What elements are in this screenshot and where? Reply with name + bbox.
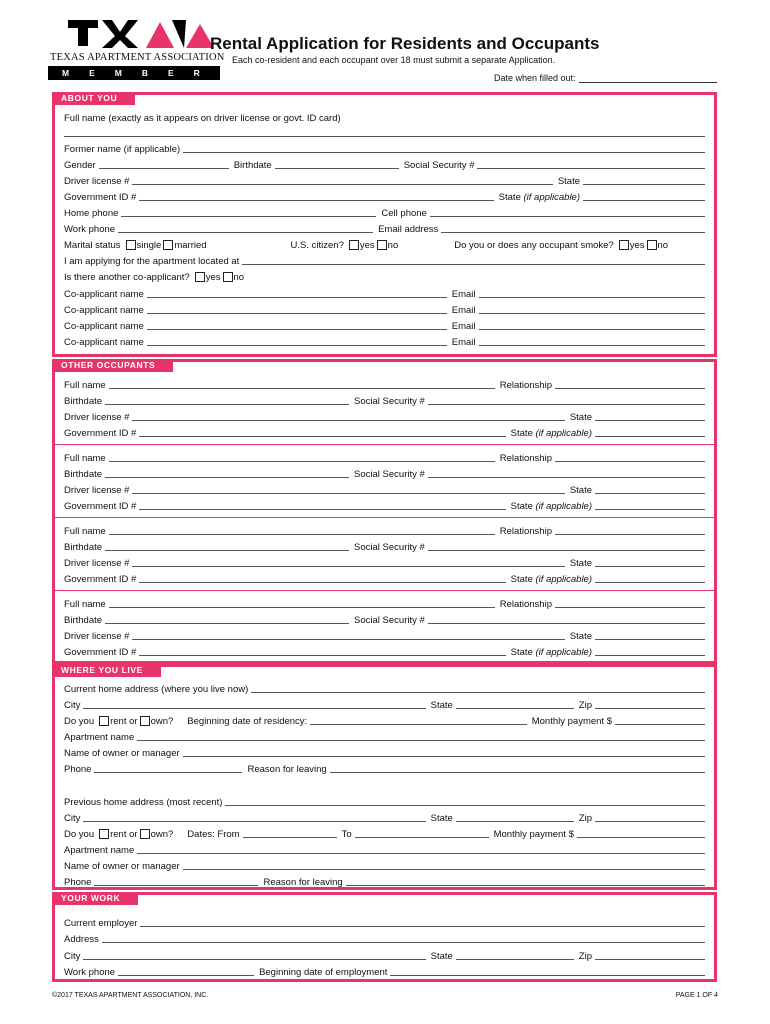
section-your-work — [52, 892, 717, 982]
dl-state-field[interactable] — [583, 183, 705, 185]
row-coapp — [64, 287, 705, 300]
home-phone-label: Home phone — [64, 208, 119, 219]
date-filled-line[interactable] — [579, 73, 717, 83]
occupant-dl-state-field[interactable] — [595, 419, 705, 421]
occupant-birthdate-field[interactable] — [105, 549, 349, 551]
work-address-label: Address — [64, 934, 99, 945]
occupant-birthdate-field[interactable] — [105, 622, 349, 624]
occupant-name-field[interactable] — [109, 606, 495, 608]
coapp-name-field[interactable] — [147, 344, 447, 346]
occupant-birthdate-field[interactable] — [105, 476, 349, 478]
driver-license-field[interactable] — [132, 183, 552, 185]
occupant-birthdate-label: Birthdate — [64, 615, 103, 626]
employer-field[interactable] — [140, 925, 705, 927]
cell-phone-field[interactable] — [430, 215, 705, 217]
page-title: Rental Application for Residents and Occupants — [210, 34, 600, 53]
occupant-dl-field[interactable] — [132, 419, 564, 421]
occupant-dl-row — [64, 410, 705, 423]
previous-address-label: Previous home address (most recent) — [64, 797, 223, 808]
coapp-yes-checkbox[interactable] — [195, 272, 205, 282]
occupant-name-label: Full name — [64, 380, 106, 391]
current-address-field[interactable] — [251, 691, 705, 693]
occupant-gov-state-label: State (if applicable) — [510, 647, 592, 658]
row-work-city — [64, 949, 705, 962]
owner-label: Name of owner or manager — [64, 748, 180, 759]
row-marital — [64, 238, 705, 251]
previous-apt-name-field[interactable] — [137, 852, 705, 854]
single-checkbox[interactable] — [126, 240, 136, 250]
dates-from-field[interactable] — [243, 836, 337, 838]
zip-label: Zip — [578, 813, 592, 824]
occupant-name-row — [64, 597, 705, 610]
applying-label: I am applying for the apartment located at — [64, 256, 240, 267]
ssn-label: Social Security # — [403, 160, 475, 171]
section-heading: WHERE YOU LIVE — [52, 664, 161, 677]
current-apt-name-field[interactable] — [137, 739, 705, 741]
occupant-ssn-label: Social Security # — [354, 615, 425, 626]
current-own-option[interactable]: own? — [138, 716, 174, 727]
occupant-ssn-label: Social Security # — [354, 469, 425, 480]
relationship-field[interactable] — [555, 606, 705, 608]
full-name-field[interactable] — [64, 135, 705, 137]
zip-label: Zip — [578, 700, 592, 711]
occupant-birthdate-field[interactable] — [105, 403, 349, 405]
occupant-gov-state-field[interactable] — [595, 508, 705, 510]
occupant-gov-state-field[interactable] — [595, 581, 705, 583]
gov-id-label: Government ID # — [64, 192, 137, 203]
occupant-dl-label: Driver license # — [64, 485, 130, 496]
footer-copyright: ©2017 TEXAS APARTMENT ASSOCIATION, INC. — [52, 992, 209, 999]
relationship-field[interactable] — [555, 460, 705, 462]
occupant-dl-label: Driver license # — [64, 412, 130, 423]
coapp-name-field[interactable] — [147, 296, 447, 298]
applying-field[interactable] — [242, 263, 705, 265]
page-subtitle: Each co-resident and each occupant over 18 must submit a separate Application. — [232, 55, 556, 65]
row-previous-city — [64, 811, 705, 824]
current-city-field[interactable] — [83, 707, 425, 709]
section-heading: ABOUT YOU — [52, 92, 135, 105]
occupant-name-field[interactable] — [109, 533, 495, 535]
citizen-no-option[interactable]: no — [375, 240, 399, 251]
own-checkbox[interactable] — [140, 716, 150, 726]
row-current-owner — [64, 746, 705, 759]
footer-page-number: PAGE 1 OF 4 — [675, 992, 718, 999]
occupant-dl-field[interactable] — [132, 638, 564, 640]
current-rent-option[interactable]: rent or — [97, 716, 137, 727]
occupant-govid-row — [64, 572, 705, 585]
occupant-name-field[interactable] — [109, 460, 495, 462]
previous-own-option[interactable]: own? — [138, 829, 174, 840]
gov-id-field[interactable] — [139, 199, 493, 201]
row-former-name — [64, 142, 705, 155]
smoke-yes-checkbox[interactable] — [619, 240, 629, 250]
row-full-name-line — [64, 126, 705, 139]
occupant-govid-label: Government ID # — [64, 501, 137, 512]
previous-rent-option[interactable]: rent or — [97, 829, 137, 840]
begin-date-label: Beginning date of residency: — [187, 716, 308, 727]
married-checkbox[interactable] — [163, 240, 173, 250]
coapp-yes-option[interactable]: yes — [193, 272, 221, 283]
logo-association-text: TEXAS APARTMENT ASSOCIATION — [50, 52, 225, 63]
occupant-dl-row — [64, 483, 705, 496]
coapp-name-label: Co-applicant name — [64, 305, 144, 316]
owner-label: Name of owner or manager — [64, 861, 180, 872]
reason-label: Reason for leaving — [263, 877, 343, 888]
occupant-ssn-label: Social Security # — [354, 396, 425, 407]
reason-label: Reason for leaving — [247, 764, 327, 775]
current-state-field[interactable] — [456, 707, 574, 709]
occupant-dl-field[interactable] — [132, 565, 564, 567]
smoke-no-option[interactable]: no — [645, 240, 669, 251]
work-zip-label: Zip — [578, 951, 592, 962]
row-applying — [64, 254, 705, 267]
occupant-gov-state-label: State (if applicable) — [510, 428, 592, 439]
former-name-field[interactable] — [183, 151, 705, 153]
row-work-address — [64, 932, 705, 945]
row-current-address — [64, 682, 705, 695]
relationship-label: Relationship — [499, 453, 552, 464]
previous-state-field[interactable] — [456, 820, 574, 822]
coapp-email-field[interactable] — [479, 296, 705, 298]
coapp-name-label: Co-applicant name — [64, 321, 144, 332]
smoke-label: Do you or does any occupant smoke? — [454, 240, 614, 251]
work-zip-field[interactable] — [595, 958, 705, 960]
work-phone-field[interactable] — [118, 974, 254, 976]
occupant-birthdate-label: Birthdate — [64, 542, 103, 553]
occupant-state-label: State — [569, 558, 592, 569]
coapp-name-label: Co-applicant name — [64, 337, 144, 348]
occupant-state-label: State — [569, 631, 592, 642]
rent-checkbox[interactable] — [99, 829, 109, 839]
coapp-email-field[interactable] — [479, 328, 705, 330]
work-city-label: City — [64, 951, 81, 962]
employer-label: Current employer — [64, 918, 138, 929]
row-coapp — [64, 303, 705, 316]
city-label: City — [64, 700, 81, 711]
relationship-label: Relationship — [499, 526, 552, 537]
full-name-label: Full name (exactly as it appears on driver license or govt. ID card) — [64, 113, 341, 124]
row-gov-id — [64, 190, 705, 203]
taa-logo — [48, 18, 225, 80]
occupant-birthdate-row — [64, 467, 705, 480]
occupant-birthdate-row — [64, 613, 705, 626]
row-previous-tenure — [64, 827, 705, 840]
occupant-dl-row — [64, 556, 705, 569]
birthdate-label: Birthdate — [233, 160, 272, 171]
occupant-birthdate-label: Birthdate — [64, 469, 103, 480]
row-previous-apt — [64, 843, 705, 856]
dates-from-label: Dates: From — [187, 829, 240, 840]
occupant-birthdate-row — [64, 394, 705, 407]
occupant-gov-state-field[interactable] — [595, 435, 705, 437]
work-address-field[interactable] — [102, 941, 705, 943]
current-monthly-payment-field[interactable] — [615, 723, 705, 725]
row-work-phone — [64, 222, 705, 235]
city-label: City — [64, 813, 81, 824]
coapp-no-option[interactable]: no — [221, 272, 245, 283]
citizen-label: U.S. citizen? — [290, 240, 344, 251]
previous-owner-field[interactable] — [183, 868, 705, 870]
occupant-name-row — [64, 524, 705, 537]
taa-logo-mark-icon — [68, 18, 218, 50]
occupant-govid-field[interactable] — [139, 435, 505, 437]
ssn-field[interactable] — [477, 167, 705, 169]
occupant-govid-field[interactable] — [139, 508, 505, 510]
coapp-no-checkbox[interactable] — [223, 272, 233, 282]
previous-city-field[interactable] — [83, 820, 425, 822]
gender-field[interactable] — [99, 167, 229, 169]
do-you-label: Do you — [64, 829, 95, 840]
occupant-birthdate-row — [64, 540, 705, 553]
section-about-you — [52, 92, 717, 357]
row-employer — [64, 916, 705, 929]
former-name-label: Former name (if applicable) — [64, 144, 181, 155]
apt-name-label: Apartment name — [64, 732, 135, 743]
occupant-govid-field[interactable] — [139, 581, 505, 583]
row-previous-address — [64, 795, 705, 808]
row-gender — [64, 158, 705, 171]
occupant-govid-row — [64, 499, 705, 512]
coapp-question-label: Is there another co-applicant? — [64, 272, 190, 283]
occupant-gov-state-label: State (if applicable) — [510, 501, 592, 512]
phone-label: Phone — [64, 877, 92, 888]
work-city-field[interactable] — [83, 958, 425, 960]
previous-address-field[interactable] — [225, 804, 705, 806]
coapp-email-label: Email — [451, 289, 476, 300]
previous-reason-field[interactable] — [346, 884, 705, 886]
occupant-gov-state-field[interactable] — [595, 654, 705, 656]
section-heading: OTHER OCCUPANTS — [52, 359, 173, 372]
occupant-name-row — [64, 378, 705, 391]
citizen-no-checkbox[interactable] — [377, 240, 387, 250]
section-where-you-live — [52, 664, 717, 890]
gender-label: Gender — [64, 160, 96, 171]
current-address-label: Current home address (where you live now) — [64, 684, 249, 695]
work-phone-label: Work phone — [64, 967, 116, 978]
state-label: State — [430, 813, 453, 824]
coapp-email-label: Email — [451, 337, 476, 348]
section-heading: YOUR WORK — [52, 892, 138, 905]
coapp-email-label: Email — [451, 305, 476, 316]
coapp-name-field[interactable] — [147, 312, 447, 314]
row-driver-license — [64, 174, 705, 187]
cell-phone-label: Cell phone — [381, 208, 427, 219]
section-other-occupants — [52, 359, 717, 664]
occupant-ssn-field[interactable] — [428, 476, 705, 478]
occupant-state-label: State — [569, 412, 592, 423]
occupant-ssn-field[interactable] — [428, 622, 705, 624]
smoke-no-checkbox[interactable] — [647, 240, 657, 250]
gov-state-label: State (if applicable) — [498, 192, 580, 203]
smoke-yes-option[interactable]: yes — [617, 240, 645, 251]
state-label: State — [557, 176, 580, 187]
rent-checkbox[interactable] — [99, 716, 109, 726]
relationship-label: Relationship — [499, 599, 552, 610]
citizen-yes-option[interactable]: yes — [347, 240, 375, 251]
row-previous-phone — [64, 875, 705, 888]
row-coapp — [64, 319, 705, 332]
relationship-label: Relationship — [499, 380, 552, 391]
occupant-name-field[interactable] — [109, 387, 495, 389]
occupant-ssn-field[interactable] — [428, 403, 705, 405]
marital-label: Marital status — [64, 240, 121, 251]
row-previous-owner — [64, 859, 705, 872]
state-label: State — [430, 700, 453, 711]
current-reason-field[interactable] — [330, 771, 705, 773]
coapp-email-field[interactable] — [479, 312, 705, 314]
occupant-dl-state-field[interactable] — [595, 492, 705, 494]
date-filled-label: Date when filled out: — [494, 73, 576, 83]
dates-to-field[interactable] — [355, 836, 489, 838]
row-coapp — [64, 335, 705, 348]
work-phone-field[interactable] — [118, 231, 373, 233]
occupant-name-row — [64, 451, 705, 464]
row-coapp-question — [64, 270, 705, 283]
occupant-govid-label: Government ID # — [64, 647, 137, 658]
row-current-apt — [64, 730, 705, 743]
occupant-name-label: Full name — [64, 599, 106, 610]
monthly-payment-label: Monthly payment $ — [531, 716, 612, 727]
previous-phone-field[interactable] — [94, 884, 258, 886]
occupant-name-label: Full name — [64, 526, 106, 537]
home-phone-field[interactable] — [121, 215, 376, 217]
monthly-payment-label: Monthly payment $ — [493, 829, 574, 840]
occupant-dl-field[interactable] — [132, 492, 564, 494]
row-full-name — [64, 111, 705, 124]
coapp-email-label: Email — [451, 321, 476, 332]
relationship-field[interactable] — [555, 387, 705, 389]
logo-member-bar: MEMBER — [48, 66, 220, 80]
relationship-field[interactable] — [555, 533, 705, 535]
previous-zip-field[interactable] — [595, 820, 705, 822]
occupant-dl-label: Driver license # — [64, 558, 130, 569]
coapp-email-field[interactable] — [479, 344, 705, 346]
gov-state-field[interactable] — [583, 199, 705, 201]
occupant-govid-label: Government ID # — [64, 428, 137, 439]
row-work-phone — [64, 965, 705, 978]
employment-begin-field[interactable] — [390, 974, 705, 976]
birthdate-field[interactable] — [275, 167, 399, 169]
occupant-state-label: State — [569, 485, 592, 496]
do-you-label: Do you — [64, 716, 95, 727]
coapp-name-field[interactable] — [147, 328, 447, 330]
occupant-birthdate-label: Birthdate — [64, 396, 103, 407]
occupant-gov-state-label: State (if applicable) — [510, 574, 592, 585]
email-field[interactable] — [441, 231, 705, 233]
row-current-tenure — [64, 714, 705, 727]
occupant-dl-label: Driver license # — [64, 631, 130, 642]
occupant-dl-row — [64, 629, 705, 642]
work-phone-label: Work phone — [64, 224, 116, 235]
coapp-name-label: Co-applicant name — [64, 289, 144, 300]
occupant-govid-row — [64, 645, 705, 658]
apt-name-label: Apartment name — [64, 845, 135, 856]
marital-single-option[interactable]: single — [124, 240, 162, 251]
row-phones — [64, 206, 705, 219]
occupant-govid-row — [64, 426, 705, 439]
occupant-govid-label: Government ID # — [64, 574, 137, 585]
date-filled-field[interactable] — [494, 73, 717, 83]
employment-begin-label: Beginning date of employment — [259, 967, 388, 978]
begin-date-field[interactable] — [310, 723, 527, 725]
row-current-phone — [64, 762, 705, 775]
current-zip-field[interactable] — [595, 707, 705, 709]
driver-license-label: Driver license # — [64, 176, 130, 187]
work-state-field[interactable] — [456, 958, 574, 960]
previous-monthly-payment-field[interactable] — [577, 836, 705, 838]
email-label: Email address — [378, 224, 439, 235]
occupant-ssn-label: Social Security # — [354, 542, 425, 553]
work-state-label: State — [430, 951, 453, 962]
citizen-yes-checkbox[interactable] — [349, 240, 359, 250]
occupant-name-label: Full name — [64, 453, 106, 464]
occupant-ssn-field[interactable] — [428, 549, 705, 551]
own-checkbox[interactable] — [140, 829, 150, 839]
dates-to-label: To — [341, 829, 352, 840]
current-phone-field[interactable] — [94, 771, 242, 773]
occupant-dl-state-field[interactable] — [595, 565, 705, 567]
occupant-govid-field[interactable] — [139, 654, 505, 656]
occupant-dl-state-field[interactable] — [595, 638, 705, 640]
phone-label: Phone — [64, 764, 92, 775]
current-owner-field[interactable] — [183, 755, 705, 757]
row-current-city — [64, 698, 705, 711]
marital-married-option[interactable]: married — [161, 240, 206, 251]
